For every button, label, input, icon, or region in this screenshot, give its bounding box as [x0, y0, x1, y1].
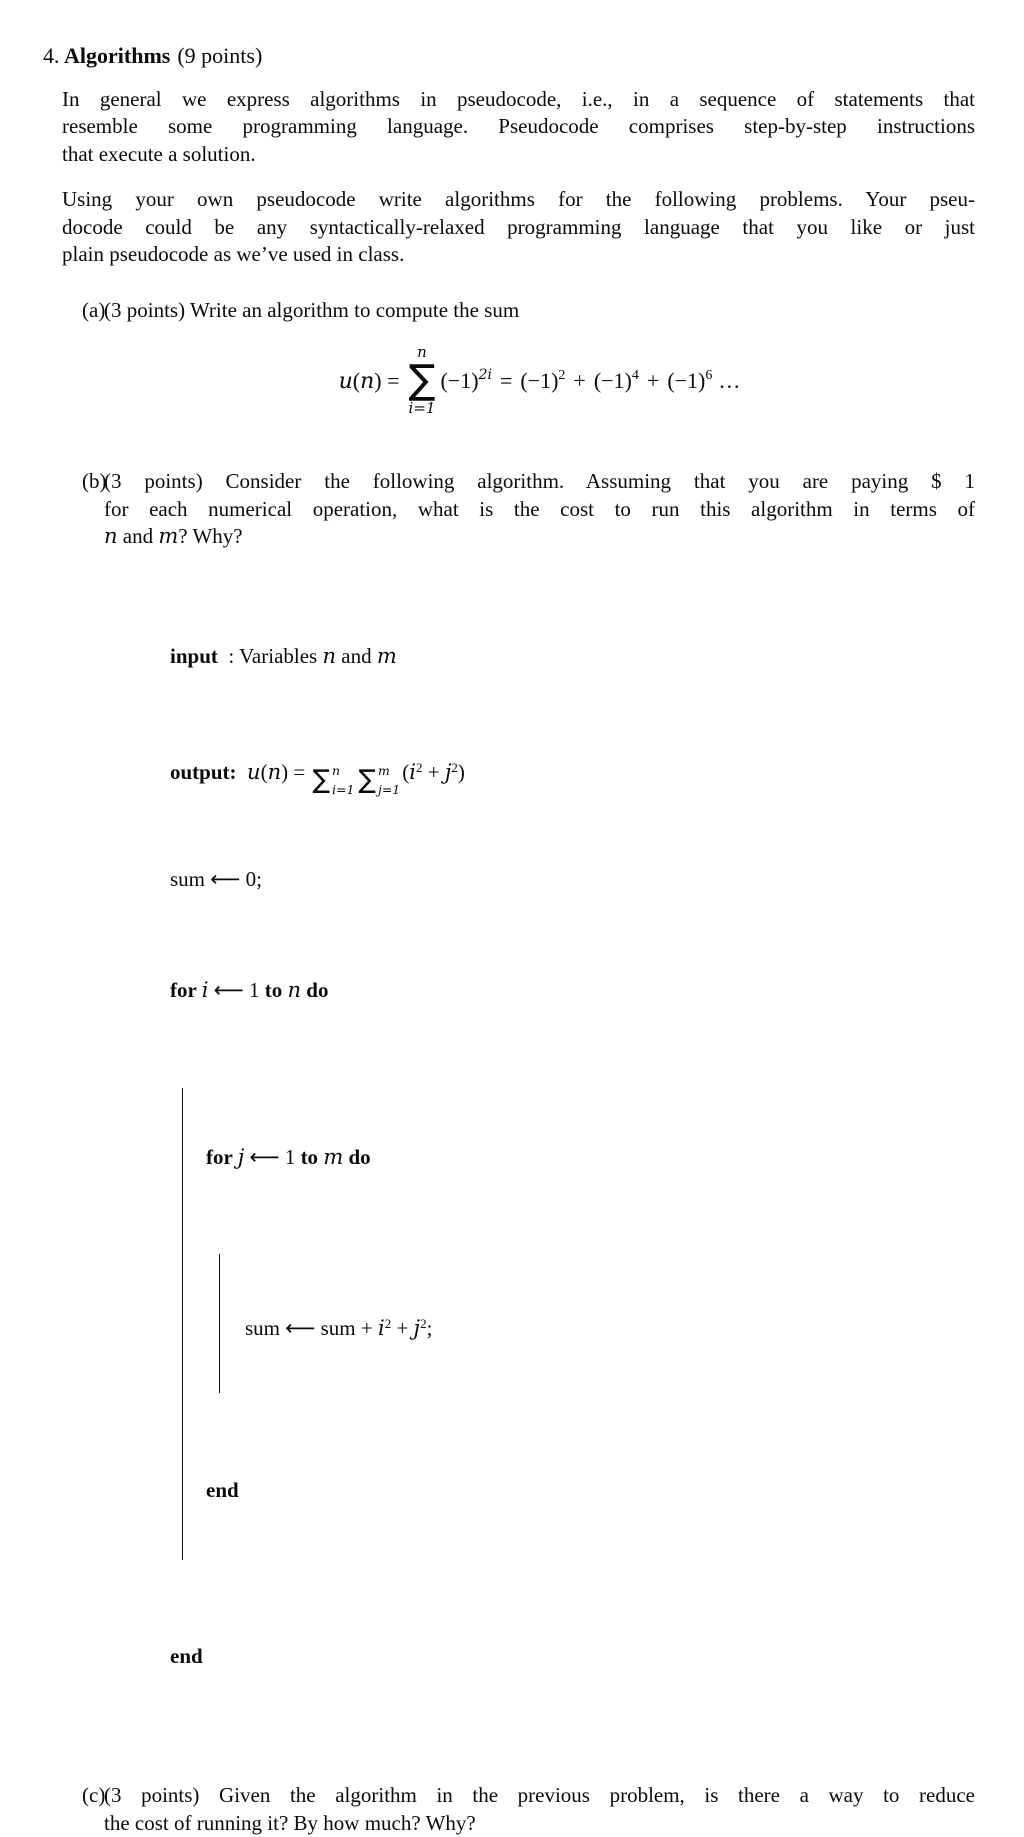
term-exponent: 2: [420, 1316, 427, 1331]
math-equals: =: [500, 368, 512, 393]
sigma-with-limits: [409, 344, 436, 416]
problem-title-text: Algorithms: [64, 43, 170, 68]
math-n: n: [288, 978, 302, 1002]
input-keyword: input: [170, 644, 218, 668]
text-segment: 1: [244, 978, 265, 1002]
part-a-prompt: (3 points) Write an algorithm to compute the sum: [104, 297, 975, 325]
math-paren: ): [458, 760, 465, 784]
input-line: [170, 642, 976, 671]
text-segment: sum: [170, 867, 210, 891]
paragraph-line: that execute a solution.: [62, 141, 975, 169]
sum-formula-display: [104, 340, 975, 426]
math-plus: +: [391, 1316, 413, 1340]
paragraph-line: Using your own pseudocode write algorithms for the following problems. Your pseu-: [62, 186, 975, 214]
problem-heading: [43, 42, 976, 70]
part-c-label: (c): [82, 1782, 104, 1837]
separator: :: [218, 644, 239, 668]
assign-arrow: ⟵: [214, 978, 244, 1002]
math-equals: ) =: [281, 760, 310, 784]
sigma-lower-limit: j=1: [378, 783, 400, 796]
separator: [237, 760, 248, 784]
term-exponent: 2: [385, 1316, 392, 1331]
text-segment: Variables: [239, 644, 322, 668]
problem-title: [64, 42, 262, 70]
problem-points: (9 points): [177, 43, 262, 68]
sigma-symbol: ∑: [358, 767, 376, 793]
paragraph-line: docode could be any syntactically-relaxed programming language that you like or just: [62, 214, 975, 242]
math-j: j: [414, 1316, 421, 1340]
part-b: [82, 468, 976, 551]
text-segment: sum: [245, 1316, 285, 1340]
sigma-lower-limit: i=1: [332, 783, 354, 796]
text-segment: 0;: [240, 867, 262, 891]
end-keyword-inner: [206, 1476, 976, 1505]
text-segment: and: [336, 644, 377, 668]
to-keyword: to: [301, 1145, 324, 1169]
loop-body-outer: [182, 1088, 976, 1560]
assign-arrow: ⟵: [285, 1316, 315, 1340]
math-j: j: [238, 1145, 245, 1169]
part-a-label: (a): [82, 297, 104, 427]
sigma-symbol: ∑: [409, 360, 436, 400]
math-n: n: [360, 369, 374, 394]
sigma-symbol: ∑: [312, 767, 330, 793]
for-loop-outer: [170, 976, 976, 1005]
end-keyword-outer: [170, 1642, 976, 1671]
math-paren: (: [402, 760, 409, 784]
math-equals: ) =: [374, 368, 399, 393]
paragraph-line: plain pseudocode as we’ve used in class.: [62, 241, 975, 269]
math-plus: +: [647, 368, 659, 393]
sigma-scripts: [332, 764, 354, 796]
intro-paragraph-1: [62, 86, 975, 169]
math-j: j: [445, 760, 452, 784]
to-keyword: to: [265, 978, 288, 1002]
text-segment: and: [118, 524, 159, 548]
math-i: i: [202, 978, 209, 1002]
assign-arrow: ⟵: [210, 867, 240, 891]
math-n: n: [268, 760, 282, 784]
paragraph-line: (3 points) Given the algorithm in the previous problem, is there a way to reduce: [104, 1782, 975, 1810]
math-i: i: [409, 760, 416, 784]
sigma-scripts: [378, 764, 400, 796]
math-n: n: [322, 644, 336, 668]
term-exponent: 2i: [479, 367, 492, 383]
term-base: (−1): [667, 368, 705, 393]
paragraph-line: the cost of running it? By how much? Why?: [104, 1810, 975, 1837]
sigma-lower-limit: i=1: [409, 400, 436, 416]
math-m: m: [158, 524, 178, 548]
for-keyword: for: [170, 978, 202, 1002]
paragraph-line: [104, 523, 975, 551]
text-segment: 1: [280, 1145, 301, 1169]
math-paren: (: [353, 368, 360, 393]
part-a: [82, 297, 976, 427]
output-keyword: output:: [170, 760, 237, 784]
inline-sigma-j: [358, 764, 400, 796]
intro-paragraph-2: [62, 186, 975, 269]
term-exponent: 6: [705, 368, 712, 383]
math-i: i: [378, 1316, 385, 1340]
term-base: (−1): [520, 368, 558, 393]
do-keyword: do: [348, 1145, 370, 1169]
end-keyword: end: [170, 1644, 203, 1668]
part-c: [82, 1782, 976, 1837]
paragraph-line: resemble some programming language. Pseudocode comprises step-by-step instructions: [62, 113, 975, 141]
sigma-upper-limit: n: [332, 764, 354, 777]
math-ellipsis: …: [718, 368, 740, 393]
do-keyword: do: [306, 978, 328, 1002]
term-exponent: 2: [558, 368, 565, 383]
sum-expression: [339, 344, 741, 422]
math-m: m: [377, 644, 397, 668]
math-plus: +: [422, 760, 444, 784]
loop-body-inner: [219, 1254, 976, 1393]
problem-number: 4.: [43, 42, 64, 70]
part-b-body: [104, 468, 975, 551]
part-a-body: [104, 297, 975, 427]
sum-update-line: [245, 1309, 976, 1338]
math-u: u: [339, 369, 353, 394]
part-c-body: [104, 1782, 975, 1837]
math-u: u: [247, 760, 261, 784]
math-n: n: [104, 524, 118, 548]
sigma-upper-limit: n: [417, 344, 427, 360]
term-exponent: 2: [416, 760, 423, 775]
term-exponent: 2: [451, 760, 458, 775]
sigma-upper-limit: m: [378, 764, 400, 777]
for-keyword: for: [206, 1145, 238, 1169]
pseudocode-block: [170, 587, 976, 1727]
term-base: (−1): [440, 368, 478, 393]
paragraph-line: In general we express algorithms in pseudocode, i.e., in a sequence of statements that: [62, 86, 975, 114]
text-segment: sum +: [315, 1316, 378, 1340]
inline-sigma-i: [312, 764, 354, 796]
output-line: [170, 753, 976, 782]
assign-arrow: ⟵: [249, 1145, 279, 1169]
math-plus: +: [573, 368, 585, 393]
text-segment: ? Why?: [178, 524, 242, 548]
term-base: (−1): [594, 368, 632, 393]
math-paren: (: [261, 760, 268, 784]
paragraph-line: (3 points) Consider the following algorithm. Assuming that you are paying $ 1: [104, 468, 975, 496]
term-exponent: 4: [632, 368, 639, 383]
paragraph-line: for each numerical operation, what is the cost to run this algorithm in terms of: [104, 496, 975, 524]
sum-init-line: [170, 865, 976, 894]
text-segment: ;: [427, 1316, 433, 1340]
for-loop-inner: [206, 1143, 976, 1172]
part-b-label: (b): [82, 468, 104, 551]
end-keyword: end: [206, 1478, 239, 1502]
math-m: m: [323, 1145, 343, 1169]
